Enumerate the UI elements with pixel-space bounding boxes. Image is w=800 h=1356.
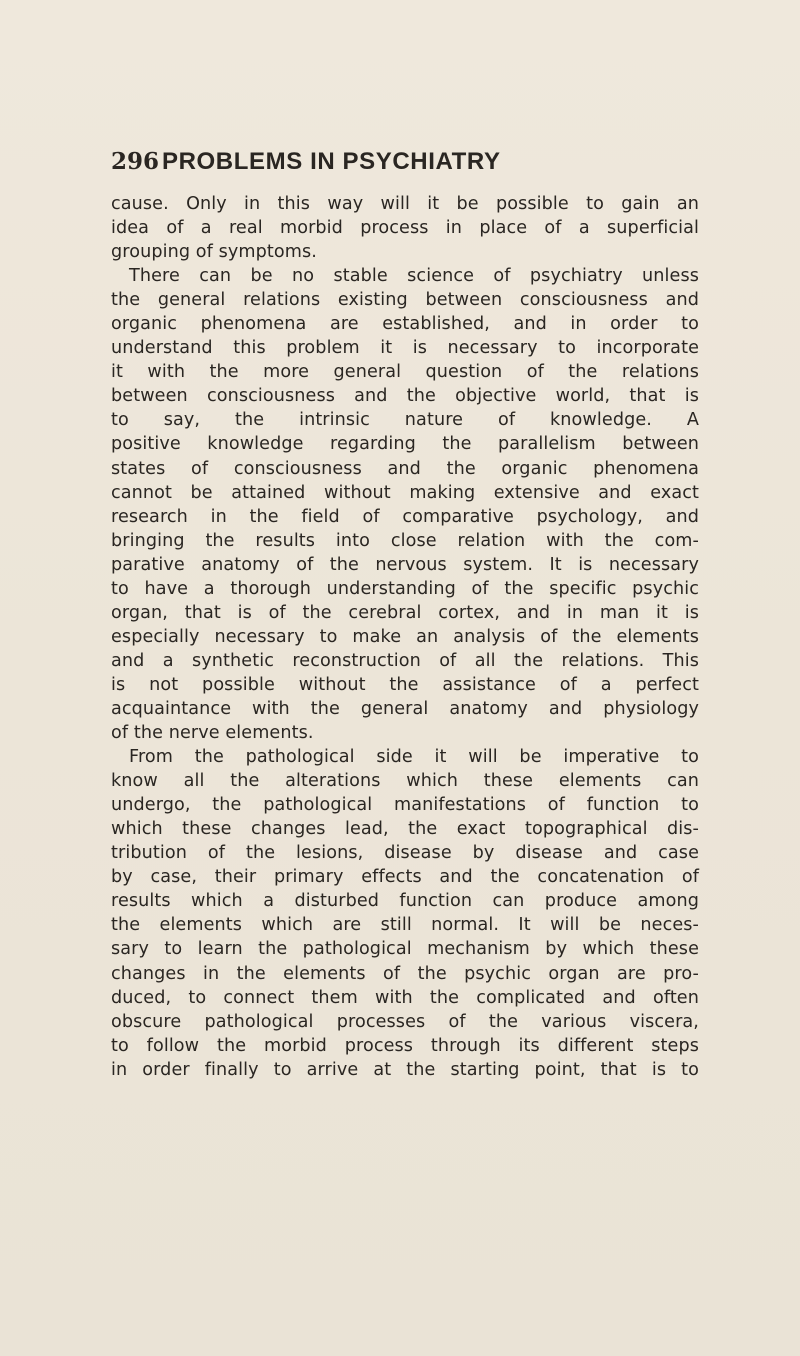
text-line: is not possible without the assistance of a perfect: [111, 674, 699, 695]
text-line: know all the alterations which these elements can: [111, 771, 699, 792]
text-line: organic phenomena are established, and in order to: [111, 314, 699, 335]
text-line: to follow the morbid process through its different steps: [111, 1035, 699, 1056]
text-line: changes in the elements of the psychic organ are pro-: [111, 963, 699, 984]
text-line: in order finally to arrive at the starting point, that is to: [111, 1059, 699, 1080]
text-line: by case, their primary effects and the concatenation of: [111, 867, 699, 888]
text-line: undergo, the pathological manifestations of function to: [111, 795, 699, 816]
text-line: cause. Only in this way will it be possible to gain an: [111, 194, 699, 214]
running-head: PROBLEMS IN PSYCHIATRY: [162, 148, 501, 175]
text-line: and a synthetic reconstruction of all the relations. This: [111, 650, 699, 671]
text-line: it with the more general question of the relations: [111, 362, 699, 383]
text-line: to say, the intrinsic nature of knowledge. A: [111, 410, 699, 431]
text-line: From the pathological side it will be imperative to: [129, 747, 699, 768]
text-line: organ, that is of the cerebral cortex, and in man it is: [111, 602, 699, 623]
page-header: [111, 146, 701, 178]
text-line: parative anatomy of the nervous system. It is necessary: [111, 554, 699, 575]
text-line: sary to learn the pathological mechanism by which these: [111, 939, 699, 960]
text-line: bringing the results into close relation with the com-: [111, 530, 699, 551]
text-line: idea of a real morbid process in place of a superficial: [111, 218, 699, 239]
text-line: especially necessary to make an analysis of the elements: [111, 626, 699, 647]
text-line: tribution of the lesions, disease by disease and case: [111, 843, 699, 864]
text-line: states of consciousness and the organic phenomena: [111, 458, 699, 479]
body-text: [111, 192, 699, 1082]
text-line: to have a thorough understanding of the specific psychic: [111, 578, 699, 599]
text-line: research in the field of comparative psychology, and: [111, 506, 699, 527]
page-number: 296: [111, 148, 160, 175]
text-line: acquaintance with the general anatomy and physiology: [111, 698, 699, 719]
text-line: grouping of symptoms.: [111, 242, 317, 263]
text-line: positive knowledge regarding the parallelism between: [111, 434, 699, 455]
text-line: results which a disturbed function can produce among: [111, 891, 699, 912]
text-line: duced, to connect them with the complicated and often: [111, 987, 699, 1008]
text-line: between consciousness and the objective world, that is: [111, 386, 699, 407]
text-line: There can be no stable science of psychiatry unless: [129, 266, 699, 287]
text-line: the elements which are still normal. It will be neces-: [111, 915, 699, 936]
text-line: the general relations existing between consciousness and: [111, 290, 699, 311]
text-line: which these changes lead, the exact topographical dis-: [111, 819, 699, 840]
text-line: cannot be attained without making extensive and exact: [111, 482, 699, 503]
text-line: of the nerve elements.: [111, 723, 314, 744]
text-line: understand this problem it is necessary to incorporate: [111, 338, 699, 359]
text-line: obscure pathological processes of the various viscera,: [111, 1011, 699, 1032]
